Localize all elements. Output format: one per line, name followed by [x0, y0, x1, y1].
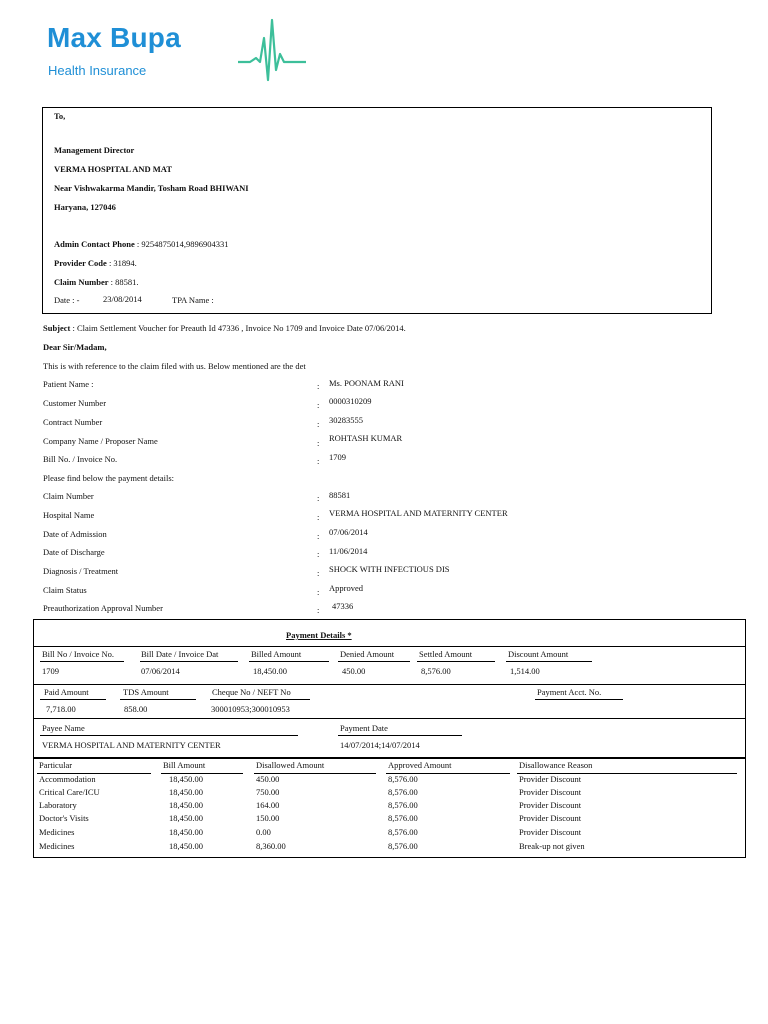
col-disallowed-amount: Disallowed Amount — [256, 760, 325, 770]
logo-brand: Max Bupa — [47, 22, 181, 53]
value-cheque-no: 300010953;300010953 — [211, 704, 290, 714]
table-cell: Doctor's Visits — [39, 813, 89, 823]
table-cell: 18,450.00 — [169, 774, 203, 784]
to-label: To, — [54, 111, 66, 121]
breakup-table — [33, 758, 746, 858]
detail-colon: : — [317, 587, 320, 597]
detail-label: Hospital Name — [43, 510, 95, 520]
col-particular: Particular — [39, 760, 73, 770]
detail-label: Claim Status — [43, 585, 87, 595]
salutation: Dear Sir/Madam, — [43, 342, 107, 352]
hospital-name: VERMA HOSPITAL AND MAT — [54, 164, 172, 174]
table-cell: Critical Care/ICU — [39, 787, 100, 797]
table-cell: 18,450.00 — [169, 827, 203, 837]
header-billed-amount: Billed Amount — [251, 649, 302, 659]
table-cell: Medicines — [39, 827, 75, 837]
table-cell: 8,576.00 — [388, 827, 418, 837]
table-cell: 450.00 — [256, 774, 280, 784]
table-row — [34, 841, 745, 854]
logo-subtitle: Health Insurance — [48, 63, 147, 78]
value-bill-date: 07/06/2014 — [141, 666, 180, 676]
detail-colon: : — [317, 512, 320, 522]
value-paid-amount: 7,718.00 — [46, 704, 76, 714]
payment-intro: Please find below the payment details: — [43, 473, 175, 483]
detail-colon: : — [317, 493, 320, 503]
table-cell: Provider Discount — [519, 800, 582, 810]
provider-code: Provider Code : 31894. — [54, 258, 137, 268]
value-tds-amount: 858.00 — [124, 704, 148, 714]
heartbeat-logo-icon — [238, 18, 306, 82]
intro-text: This is with reference to the claim filed with us. Below mentioned are the det — [43, 361, 306, 371]
detail-colon: : — [317, 531, 320, 541]
detail-value: SHOCK WITH INFECTIOUS DIS — [329, 564, 450, 574]
value-bill-no: 1709 — [42, 666, 59, 676]
value-discount-amount: 1,514.00 — [510, 666, 540, 676]
value-payee-name: VERMA HOSPITAL AND MATERNITY CENTER — [42, 740, 221, 750]
detail-colon: : — [317, 456, 320, 466]
table-cell: Provider Discount — [519, 813, 582, 823]
table-row — [34, 813, 745, 826]
detail-label: Bill No. / Invoice No. — [43, 454, 118, 464]
value-denied-amount: 450.00 — [342, 666, 366, 676]
table-cell: Provider Discount — [519, 774, 582, 784]
address-line-2: Haryana, 127046 — [54, 202, 116, 212]
table-cell: Provider Discount — [519, 787, 582, 797]
payment-details-title: Payment Details * — [286, 630, 352, 640]
header-bill-no: Bill No / Invoice No. — [42, 649, 115, 659]
table-cell: 18,450.00 — [169, 800, 203, 810]
header-discount-amount: Discount Amount — [508, 649, 569, 659]
table-row — [34, 827, 745, 840]
admin-phone: Admin Contact Phone : 9254875014,9896904331 — [54, 239, 229, 249]
table-cell: 18,450.00 — [169, 841, 203, 851]
detail-value: Approved — [329, 583, 363, 593]
table-cell: 18,450.00 — [169, 787, 203, 797]
date-value: 23/08/2014 — [103, 294, 142, 304]
detail-value: ROHTASH KUMAR — [329, 433, 403, 443]
table-cell: 8,576.00 — [388, 800, 418, 810]
table-cell: 8,576.00 — [388, 774, 418, 784]
detail-value: Ms. POONAM RANI — [329, 378, 404, 388]
detail-label: Patient Name : — [43, 379, 94, 389]
detail-label: Customer Number — [43, 398, 107, 408]
table-row — [34, 774, 745, 787]
table-cell: Laboratory — [39, 800, 77, 810]
table-cell: 8,576.00 — [388, 813, 418, 823]
detail-colon: : — [317, 568, 320, 578]
header-denied-amount: Denied Amount — [340, 649, 395, 659]
payment-details-box — [33, 619, 746, 758]
table-cell: 0.00 — [256, 827, 271, 837]
detail-value: 0000310209 — [329, 396, 372, 406]
date-label: Date : - — [54, 295, 80, 305]
address-box — [42, 107, 712, 314]
detail-value: 47336 — [332, 601, 354, 611]
detail-colon: : — [317, 381, 320, 391]
detail-value: 30283555 — [329, 415, 363, 425]
detail-colon: : — [317, 400, 320, 410]
header-payment-acct: Payment Acct. No. — [537, 687, 602, 697]
value-payment-date: 14/07/2014;14/07/2014 — [340, 740, 420, 750]
subject-line: Subject : Claim Settlement Voucher for Preauth Id 47336 , Invoice No 1709 and Invoice Date 07/06/2014. — [43, 323, 406, 333]
table-cell: 8,576.00 — [388, 841, 418, 851]
table-cell: 750.00 — [256, 787, 280, 797]
table-cell: Accommodation — [39, 774, 96, 784]
header-settled-amount: Settled Amount — [419, 649, 473, 659]
header-bill-date: Bill Date / Invoice Dat — [141, 649, 219, 659]
table-row — [34, 800, 745, 813]
detail-label: Claim Number — [43, 491, 94, 501]
detail-label: Contract Number — [43, 417, 103, 427]
tpa-name-label: TPA Name : — [172, 295, 214, 305]
detail-label: Date of Discharge — [43, 547, 105, 557]
table-cell: Break-up not given — [519, 841, 585, 851]
header-tds-amount: TDS Amount — [123, 687, 169, 697]
table-cell: Medicines — [39, 841, 75, 851]
header-cheque-no: Cheque No / NEFT No — [212, 687, 291, 697]
detail-value: 07/06/2014 — [329, 527, 368, 537]
claim-number: Claim Number : 88581. — [54, 277, 139, 287]
table-cell: 150.00 — [256, 813, 280, 823]
detail-value: 11/06/2014 — [329, 546, 368, 556]
table-cell: 18,450.00 — [169, 813, 203, 823]
detail-colon: : — [317, 605, 320, 615]
col-approved-amount: Approved Amount — [388, 760, 452, 770]
detail-label: Company Name / Proposer Name — [43, 436, 158, 446]
table-row — [34, 787, 745, 800]
detail-value: VERMA HOSPITAL AND MATERNITY CENTER — [329, 508, 508, 518]
detail-value: 1709 — [329, 452, 346, 462]
designation: Management Director — [54, 145, 135, 155]
value-billed-amount: 18,450.00 — [253, 666, 287, 676]
header-payment-date: Payment Date — [340, 723, 388, 733]
detail-label: Diagnosis / Treatment — [43, 566, 119, 576]
detail-label: Date of Admission — [43, 529, 107, 539]
col-disallowance-reason: Disallowance Reason — [519, 760, 593, 770]
table-header-row — [34, 760, 745, 773]
detail-value: 88581 — [329, 490, 351, 500]
table-cell: Provider Discount — [519, 827, 582, 837]
header-payee-name: Payee Name — [42, 723, 85, 733]
table-cell: 164.00 — [256, 800, 280, 810]
value-settled-amount: 8,576.00 — [421, 666, 451, 676]
detail-colon: : — [317, 419, 320, 429]
detail-colon: : — [317, 549, 320, 559]
table-cell: 8,576.00 — [388, 787, 418, 797]
col-bill-amount: Bill Amount — [163, 760, 206, 770]
table-cell: 8,360.00 — [256, 841, 286, 851]
address-line-1: Near Vishwakarma Mandir, Tosham Road BHIWANI — [54, 183, 249, 193]
detail-label: Preauthorization Approval Number — [43, 603, 163, 613]
header-paid-amount: Paid Amount — [44, 687, 89, 697]
detail-colon: : — [317, 438, 320, 448]
